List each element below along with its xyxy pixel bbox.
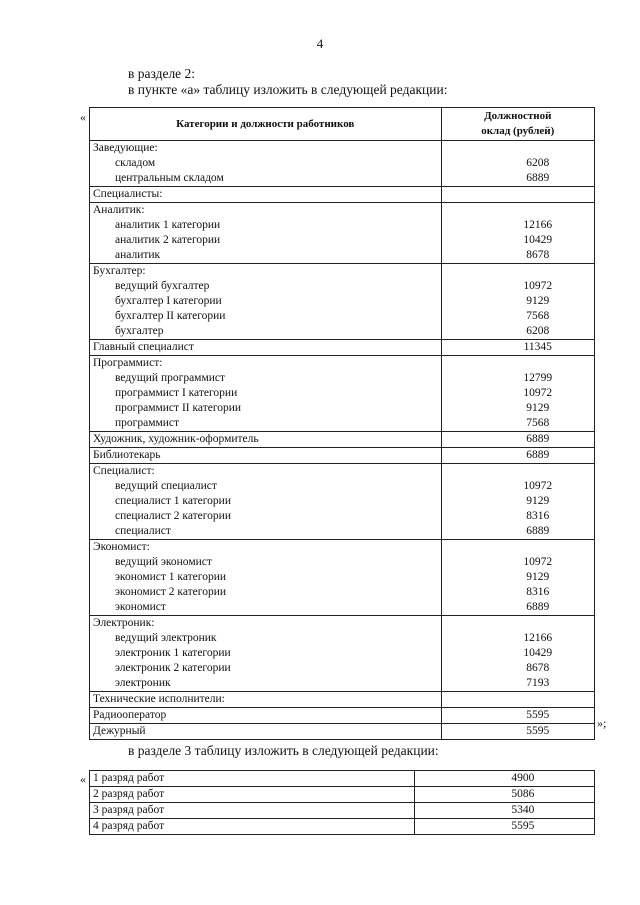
salary-value: 6208 [526,157,550,169]
salary-value [445,616,591,631]
salary-value: 5595 [526,725,550,737]
salary-value: 11345 [523,341,552,353]
position-cell [90,432,442,448]
position-label: Библиотекарь [93,449,161,461]
salary-value [445,540,591,555]
position-label: Радиооператор [93,709,167,721]
salary-value: 9129 [526,571,550,583]
grade-table [89,770,595,835]
salary-value: 6889 [526,525,550,537]
position-label: программист II категории [115,402,242,414]
salary-value: 5595 [526,709,550,721]
position-cell [90,708,442,724]
header-salary-line2: оклад (рублей) [481,125,555,137]
position-cell [90,724,442,740]
salary-value: 6889 [526,449,550,461]
salary-value: 8678 [526,662,550,674]
position-label: электроник 2 категории [115,662,231,674]
salary-value [445,203,591,218]
position-cell [90,141,442,187]
position-label: Заведующие: [93,142,158,154]
open-quote-2: « [80,772,86,786]
table-row [90,264,595,340]
position-label: ведущий электроник [115,632,217,644]
salary-cell [441,540,594,616]
close-quote: »; [597,716,607,730]
salary-value [445,264,591,279]
table-row [90,432,595,448]
table-row [90,356,595,432]
salary-value [445,464,591,479]
position-label: Бухгалтер: [93,265,146,277]
table-row [90,708,595,724]
grade-row [90,803,595,819]
salary-value: 7193 [526,677,550,689]
position-label: Художник, художник-оформитель [93,433,259,445]
position-cell [90,356,442,432]
page-number: 4 [316,36,324,51]
salary-value: 8316 [526,510,550,522]
position-label: ведущий бухгалтер [115,280,210,292]
salary-value: 6889 [526,172,550,184]
position-label: Специалисты: [93,188,163,200]
position-label: специалист 1 категории [115,495,231,507]
position-label: ведущий специалист [115,480,217,492]
salary-cell [441,141,594,187]
position-label: Аналитик: [93,204,145,216]
table-row [90,540,595,616]
position-label: бухгалтер II категории [115,310,226,322]
table-row [90,141,595,187]
salary-cell [441,356,594,432]
salary-value: 10972 [523,480,553,492]
intro-line-2: в пункте «а» таблицу изложить в следующей редакции: [128,82,448,97]
position-label: Дежурный [93,725,146,737]
salary-value: 6889 [526,601,550,613]
salary-value: 9129 [526,295,550,307]
header-categories: Категории и должности работников [90,108,442,141]
salary-value: 6889 [526,433,550,445]
position-label: ведущий программист [115,372,226,384]
position-label: бухгалтер [115,325,164,337]
salary-cell [441,264,594,340]
position-label: аналитик 2 категории [115,234,221,246]
salary-cell [441,464,594,540]
table-row [90,340,595,356]
position-label: экономист [115,601,166,613]
grade-value: 5595 [414,819,594,835]
position-cell [90,448,442,464]
salary-table [89,107,595,740]
position-cell [90,264,442,340]
intro-line-1: в разделе 2: [128,66,196,81]
salary-value: 12166 [523,632,553,644]
grade-label: 4 разряд работ [90,819,415,835]
position-cell [90,187,442,203]
salary-cell [441,432,594,448]
position-label: программист [115,417,180,429]
position-cell [90,340,442,356]
salary-value [445,141,591,156]
salary-cell [441,203,594,264]
salary-value [445,692,591,707]
position-label: экономист 2 категории [115,586,227,598]
header-salary-line1: Должностной [484,110,552,122]
position-label: центральным складом [115,172,224,184]
grade-table-body [90,771,595,835]
salary-cell [441,448,594,464]
position-cell [90,616,442,692]
table-row [90,187,595,203]
position-cell [90,692,442,708]
salary-cell [441,692,594,708]
salary-cell [441,724,594,740]
header-salary [441,108,594,141]
open-quote: « [80,110,86,124]
grade-label: 3 разряд работ [90,803,415,819]
salary-value: 9129 [526,402,550,414]
salary-cell [441,340,594,356]
position-label: электроник 1 категории [115,647,231,659]
grade-value: 5340 [414,803,594,819]
grade-row [90,819,595,835]
salary-value: 7568 [526,417,550,429]
salary-value: 10429 [523,647,553,659]
table-row [90,464,595,540]
position-label: Электроник: [93,617,155,629]
position-label: специалист [115,525,171,537]
grade-label: 1 разряд работ [90,771,415,787]
salary-value: 12799 [523,372,553,384]
salary-value: 9129 [526,495,550,507]
salary-table-body [90,141,595,740]
position-label: аналитик [115,249,161,261]
salary-value: 8316 [526,586,550,598]
section3-text: в разделе 3 таблицу изложить в следующей редакции: [128,743,439,758]
salary-value: 12166 [523,219,553,231]
grade-label: 2 разряд работ [90,787,415,803]
position-label: электроник [115,677,171,689]
position-label: Программист: [93,357,163,369]
salary-value: 10429 [523,234,553,246]
position-label: аналитик 1 категории [115,219,221,231]
grade-value: 4900 [414,771,594,787]
salary-value: 10972 [523,387,553,399]
position-label: бухгалтер I категории [115,295,222,307]
salary-cell [441,187,594,203]
salary-value: 8678 [526,249,550,261]
table-row [90,448,595,464]
table-row [90,724,595,740]
position-label: Главный специалист [93,341,194,353]
position-label: программист I категории [115,387,238,399]
table-row [90,203,595,264]
table-header-row [90,108,595,141]
position-cell [90,464,442,540]
position-cell [90,540,442,616]
salary-value: 10972 [523,280,553,292]
salary-cell [441,708,594,724]
grade-row [90,771,595,787]
salary-value [445,356,591,371]
intro-text [128,66,447,98]
position-cell [90,203,442,264]
salary-value: 10972 [523,556,553,568]
position-label: Специалист: [93,465,155,477]
salary-value [445,187,591,202]
position-label: складом [115,157,156,169]
table-row [90,692,595,708]
grade-value: 5086 [414,787,594,803]
position-label: экономист 1 категории [115,571,227,583]
grade-row [90,787,595,803]
salary-value: 7568 [526,310,550,322]
salary-cell [441,616,594,692]
position-label: ведущий экономист [115,556,212,568]
position-label: специалист 2 категории [115,510,231,522]
position-label: Технические исполнители: [93,693,225,705]
position-label: Экономист: [93,541,150,553]
table-row [90,616,595,692]
salary-value: 6208 [526,325,550,337]
